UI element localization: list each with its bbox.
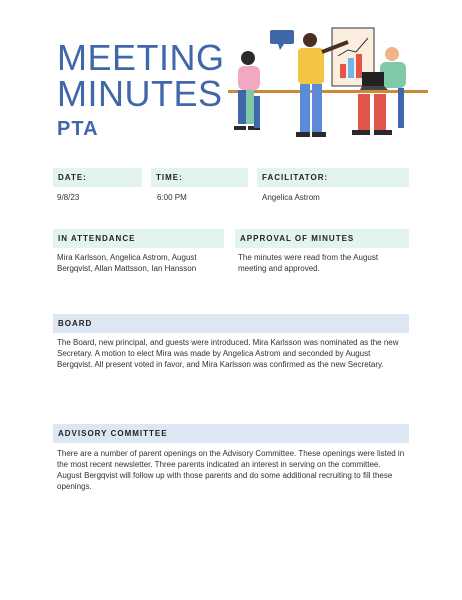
advisory-text: There are a number of parent openings on the Advisory Committee. These openings were listed in the most recent newsletter. Three parents indicated an interest in serving on the committee. August Bergqvist will follow up with those parents and do some additional recruiting to fill these openings.: [57, 449, 405, 491]
board-text: The Board, new principal, and guests were introduced. Mira Karlsson was nominated as the new Secretary. A motion to elect Mira was made by Angelica Astrom and seconded by August Bergqvist. All present voted in favor, and Mira Karlsson was confirmed as the new Secretary.: [57, 338, 399, 369]
approval-label: APPROVAL OF MINUTES: [235, 229, 409, 248]
time-label: TIME:: [151, 168, 248, 187]
attendance-value: Mira Karlsson, Angelica Astrom, August Bergqvist, Allan Mattsson, Ian Hansson: [57, 253, 197, 273]
meeting-illustration: [228, 24, 428, 144]
approval-value: The minutes were read from the August meeting and approved.: [238, 253, 379, 273]
title-line-1: MEETING: [57, 37, 225, 78]
title-line-2: MINUTES: [57, 73, 223, 114]
date-value: 9/8/23: [57, 193, 80, 202]
advisory-label: ADVISORY COMMITTEE: [53, 424, 409, 443]
facilitator-value: Angelica Astrom: [262, 193, 320, 202]
time-value: 6:00 PM: [157, 193, 187, 202]
facilitator-label: FACILITATOR:: [257, 168, 409, 187]
attendance-label: IN ATTENDANCE: [53, 229, 224, 248]
document-title: [57, 37, 225, 114]
board-label: BOARD: [53, 314, 409, 333]
date-label: DATE:: [53, 168, 142, 187]
document-subtitle: PTA: [57, 118, 99, 140]
